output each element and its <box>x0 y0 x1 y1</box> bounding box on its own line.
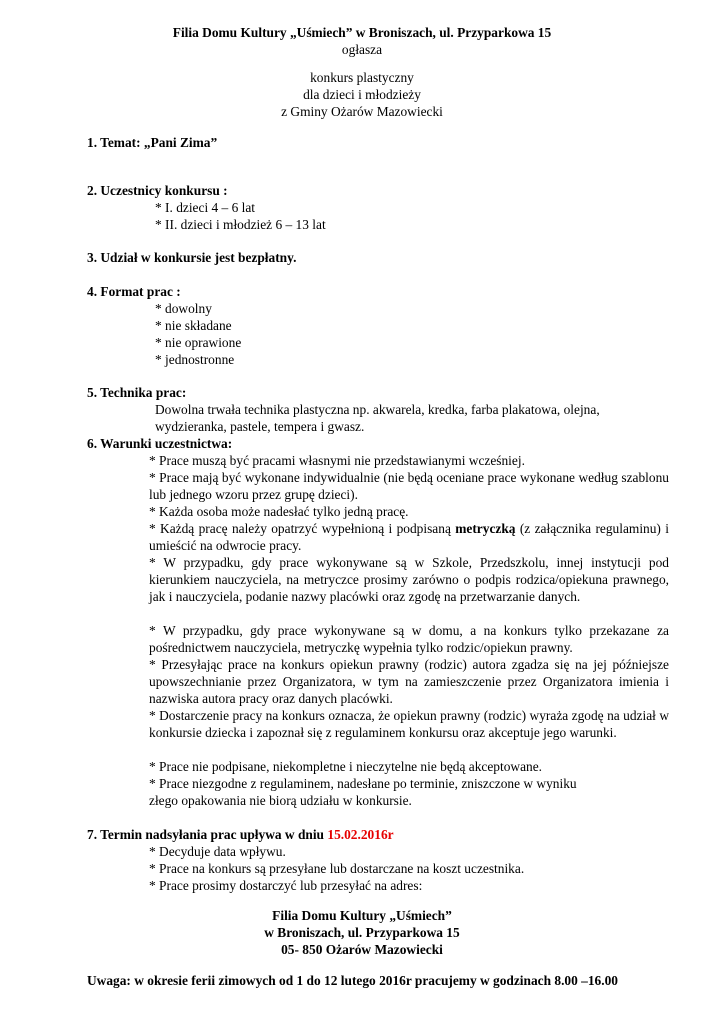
section-2-item: * I. dzieci 4 – 6 lat <box>155 200 256 215</box>
condition-paragraph: * Prace muszą być pracami własnymi nie przedstawianymi wcześniej. <box>149 453 525 468</box>
holiday-note: Uwaga: w okresie ferii zimowych od 1 do 12 lutego 2016r pracujemy w godzinach 8.00 –16.00 <box>87 973 618 988</box>
address-line: 05- 850 Ożarów Mazowiecki <box>281 942 443 957</box>
condition-paragraph: * Prace nie podpisane, niekompletne i nieczytelne nie będą akceptowane. <box>149 759 543 774</box>
announces-text: ogłasza <box>341 42 383 57</box>
condition-paragraph: * Przesyłając prace na konkurs opiekun prawny (rodzic) autora zgadza się na jej późniejsze upowszechnianie przez Organizatora, w tym na zamieszczenie przez Organizatora imienia i nazwiska autora pracy oraz danych placówki. <box>149 657 669 706</box>
technique-line: Dowolna trwała technika plastyczna np. akwarela, kredka, farba plakatowa, olejna, <box>155 402 600 417</box>
deadline-item: * Prace na konkurs są przesyłane lub dostarczane na koszt uczestnika. <box>149 861 525 876</box>
section-1-heading: 1. Temat: „Pani Zima” <box>87 135 218 150</box>
section-3-heading: 3. Udział w konkursie jest bezpłatny. <box>87 250 297 265</box>
contest-line-2: dla dzieci i młodzieży <box>303 87 421 102</box>
metryczka-term: metryczką <box>455 521 516 536</box>
deadline-item: * Decyduje data wpływu. <box>149 844 286 859</box>
condition-paragraph: * Dostarczenie pracy na konkurs oznacza, że opiekun prawny (rodzic) wyraża zgodę na udział w konkursie dziecka i zapoznał się z regulaminem konkursu oraz akceptuje jego warunki. <box>149 708 669 740</box>
deadline-date: 15.02.2016r <box>327 827 394 842</box>
section-2-item: * II. dzieci i młodzież 6 – 13 lat <box>155 217 326 232</box>
address-line: Filia Domu Kultury „Uśmiech” <box>272 908 452 923</box>
address-line: w Broniszach, ul. Przyparkowa 15 <box>264 925 460 940</box>
format-item: * nie składane <box>155 318 232 333</box>
section-2-heading: 2. Uczestnicy konkursu : <box>87 183 228 198</box>
deadline-item: * Prace prosimy dostarczyć lub przesyłać na adres: <box>149 878 423 893</box>
condition-paragraph: złego opakowania nie biorą udziału w konkursie. <box>149 793 412 808</box>
section-7-heading: 7. Termin nadsyłania prac upływa w dniu 15.02.2016r <box>87 827 394 842</box>
format-item: * nie oprawione <box>155 335 242 350</box>
technique-line: wydzieranka, pastele, tempera i gwasz. <box>155 419 365 434</box>
condition-paragraph: * Każda osoba może nadesłać tylko jedną pracę. <box>149 504 409 519</box>
contest-line-3: z Gminy Ożarów Mazowiecki <box>281 104 443 119</box>
organizer-title: Filia Domu Kultury „Uśmiech” w Broniszach, ul. Przyparkowa 15 <box>172 25 552 40</box>
section-5-heading: 5. Technika prac: <box>87 385 187 400</box>
condition-paragraph: * Każdą pracę należy opatrzyć wypełnioną i podpisaną metryczką (z załącznika regulaminu) i umieścić na odwrocie pracy. <box>149 521 669 553</box>
section-6-heading: 6. Warunki uczestnictwa: <box>87 436 233 451</box>
condition-paragraph: * Prace niezgodne z regulaminem, nadesłane po terminie, zniszczone w wyniku <box>149 776 577 791</box>
section-4-heading: 4. Format prac : <box>87 284 181 299</box>
condition-paragraph: * W przypadku, gdy prace wykonywane są w Szkole, Przedszkolu, innej instytucji pod kierunkiem nauczyciela, na metryczce prosimy zarówno o podpis rodzica/opiekuna prawnego, jak i nauczyciela, podanie nazwy placówki oraz zgodę na przetwarzanie danych. <box>149 555 669 604</box>
condition-paragraph: * Prace mają być wykonane indywidualnie (nie będą oceniane prace wykonane według szablonu lub jednego wzoru przez grupę dzieci). <box>149 470 669 502</box>
condition-paragraph: * W przypadku, gdy prace wykonywane są w domu, a na konkurs tylko przekazane za pośrednictwem nauczyciela, metryczkę wypełnia tylko rodzic/opiekun prawny. <box>149 623 669 655</box>
format-item: * dowolny <box>155 301 212 316</box>
contest-line-1: konkurs plastyczny <box>310 70 414 85</box>
format-item: * jednostronne <box>155 352 235 367</box>
